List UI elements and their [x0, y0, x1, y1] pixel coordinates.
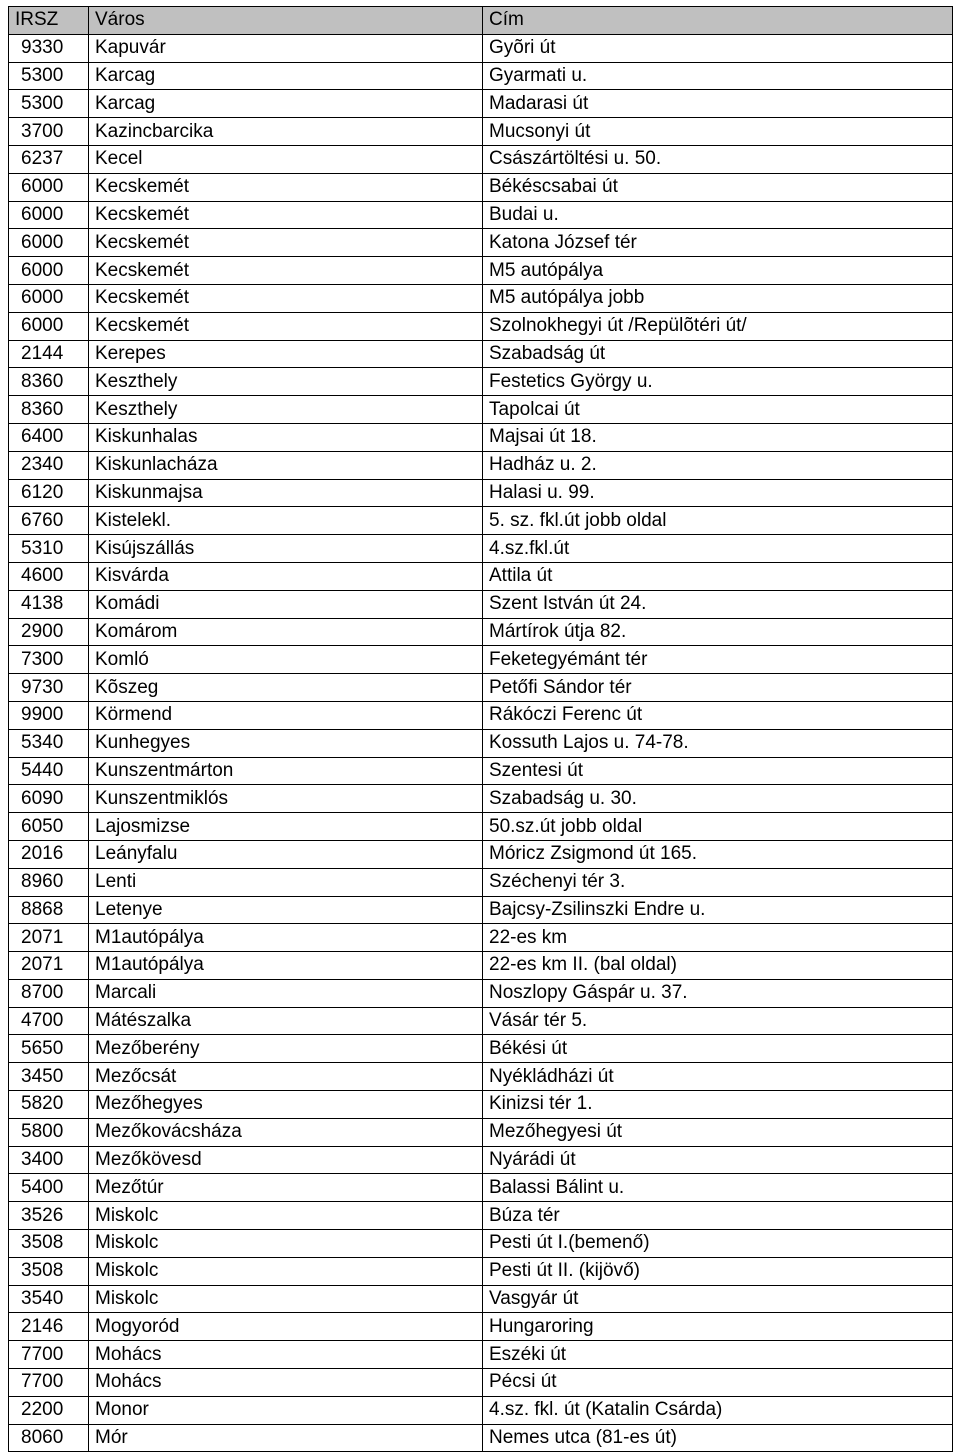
table-row: [9, 1007, 953, 1035]
address-cell: 4.sz.fkl.út: [483, 535, 953, 563]
irsz-cell: 3540: [9, 1285, 89, 1313]
city-cell: Mezőhegyes: [89, 1091, 483, 1119]
table-row: [9, 229, 953, 257]
city-cell: Miskolc: [89, 1230, 483, 1258]
city-cell: Miskolc: [89, 1202, 483, 1230]
table-row: [9, 924, 953, 952]
address-cell: Eszéki út: [483, 1341, 953, 1369]
address-cell: Vásár tér 5.: [483, 1007, 953, 1035]
address-cell: 50.sz.út jobb oldal: [483, 813, 953, 841]
table-row: [9, 1118, 953, 1146]
irsz-cell: 9330: [9, 34, 89, 62]
table-row: [9, 535, 953, 563]
table-row: [9, 1257, 953, 1285]
city-cell: Kistelekl.: [89, 507, 483, 535]
table-row: [9, 952, 953, 980]
city-cell: Kõszeg: [89, 674, 483, 702]
irsz-cell: 3508: [9, 1230, 89, 1258]
irsz-cell: 2071: [9, 924, 89, 952]
address-cell: Feketegyémánt tér: [483, 646, 953, 674]
city-cell: Miskolc: [89, 1257, 483, 1285]
city-cell: M1autópálya: [89, 952, 483, 980]
address-cell: Móricz Zsigmond út 165.: [483, 840, 953, 868]
city-cell: Mezőkovácsháza: [89, 1118, 483, 1146]
irsz-cell: 3400: [9, 1146, 89, 1174]
address-cell: Tapolcai út: [483, 396, 953, 424]
city-cell: Kecskemét: [89, 284, 483, 312]
city-cell: Leányfalu: [89, 840, 483, 868]
city-cell: Kiskunlacháza: [89, 451, 483, 479]
city-cell: Kunhegyes: [89, 729, 483, 757]
irsz-cell: 5650: [9, 1035, 89, 1063]
city-cell: Lenti: [89, 868, 483, 896]
irsz-cell: 7700: [9, 1341, 89, 1369]
table-row: [9, 1202, 953, 1230]
irsz-cell: 2146: [9, 1313, 89, 1341]
table-row: [9, 785, 953, 813]
address-cell: Pécsi út: [483, 1369, 953, 1397]
address-cell: Rákóczi Ferenc út: [483, 701, 953, 729]
irsz-cell: 4700: [9, 1007, 89, 1035]
irsz-cell: 7700: [9, 1369, 89, 1397]
irsz-cell: 6000: [9, 312, 89, 340]
irsz-cell: 2144: [9, 340, 89, 368]
irsz-cell: 6000: [9, 284, 89, 312]
address-cell: Nemes utca (81-es út): [483, 1424, 953, 1452]
irsz-cell: 9900: [9, 701, 89, 729]
city-cell: Keszthely: [89, 368, 483, 396]
address-cell: Pesti út II. (kijövő): [483, 1257, 953, 1285]
city-cell: Marcali: [89, 979, 483, 1007]
address-cell: Szabadság út: [483, 340, 953, 368]
city-cell: Kecskemét: [89, 257, 483, 285]
city-cell: Mezőberény: [89, 1035, 483, 1063]
city-cell: Kecskemét: [89, 201, 483, 229]
irsz-cell: 6000: [9, 173, 89, 201]
header-row: [9, 7, 953, 35]
address-cell: Petőfi Sándor tér: [483, 674, 953, 702]
city-cell: Mogyoród: [89, 1313, 483, 1341]
irsz-cell: 5440: [9, 757, 89, 785]
address-cell: Széchenyi tér 3.: [483, 868, 953, 896]
address-cell: Nyárádi út: [483, 1146, 953, 1174]
city-cell: Karcag: [89, 90, 483, 118]
address-cell: Búza tér: [483, 1202, 953, 1230]
table-row: [9, 507, 953, 535]
address-table: [8, 6, 953, 1452]
irsz-cell: 2340: [9, 451, 89, 479]
table-row: [9, 340, 953, 368]
table-row: [9, 1341, 953, 1369]
city-cell: Kerepes: [89, 340, 483, 368]
irsz-cell: 2900: [9, 618, 89, 646]
address-cell: 22-es km II. (bal oldal): [483, 952, 953, 980]
city-cell: Karcag: [89, 62, 483, 90]
column-header-cim: Cím: [483, 7, 953, 35]
city-cell: Kazincbarcika: [89, 118, 483, 146]
irsz-cell: 2071: [9, 952, 89, 980]
address-cell: Szabadság u. 30.: [483, 785, 953, 813]
address-cell: Gyarmati u.: [483, 62, 953, 90]
table-row: [9, 1230, 953, 1258]
irsz-cell: 6237: [9, 145, 89, 173]
irsz-cell: 8868: [9, 896, 89, 924]
irsz-cell: 5800: [9, 1118, 89, 1146]
address-cell: Kossuth Lajos u. 74-78.: [483, 729, 953, 757]
table-row: [9, 1035, 953, 1063]
address-cell: Gyõri út: [483, 34, 953, 62]
table-row: [9, 257, 953, 285]
irsz-cell: 3450: [9, 1063, 89, 1091]
address-cell: Pesti út I.(bemenő): [483, 1230, 953, 1258]
table-row: [9, 1174, 953, 1202]
table-row: [9, 312, 953, 340]
address-cell: Békési út: [483, 1035, 953, 1063]
irsz-cell: 5300: [9, 90, 89, 118]
city-cell: Mezőkövesd: [89, 1146, 483, 1174]
irsz-cell: 6000: [9, 229, 89, 257]
address-cell: Hadház u. 2.: [483, 451, 953, 479]
table-row: [9, 1369, 953, 1397]
table-row: [9, 979, 953, 1007]
irsz-cell: 2200: [9, 1396, 89, 1424]
address-cell: Nyékládházi út: [483, 1063, 953, 1091]
address-cell: Bajcsy-Zsilinszki Endre u.: [483, 896, 953, 924]
irsz-cell: 5300: [9, 62, 89, 90]
address-cell: M5 autópálya: [483, 257, 953, 285]
irsz-cell: 6400: [9, 423, 89, 451]
irsz-cell: 5400: [9, 1174, 89, 1202]
table-row: [9, 118, 953, 146]
city-cell: Kiskunhalas: [89, 423, 483, 451]
city-cell: Miskolc: [89, 1285, 483, 1313]
table-row: [9, 840, 953, 868]
table-row: [9, 757, 953, 785]
city-cell: M1autópálya: [89, 924, 483, 952]
city-cell: Kiskunmajsa: [89, 479, 483, 507]
table-row: [9, 1091, 953, 1119]
table-row: [9, 1146, 953, 1174]
address-cell: Noszlopy Gáspár u. 37.: [483, 979, 953, 1007]
address-cell: Mezőhegyesi út: [483, 1118, 953, 1146]
city-cell: Kunszentmiklós: [89, 785, 483, 813]
address-cell: 22-es km: [483, 924, 953, 952]
city-cell: Komádi: [89, 590, 483, 618]
address-cell: Katona József tér: [483, 229, 953, 257]
address-cell: Attila út: [483, 562, 953, 590]
city-cell: Kecel: [89, 145, 483, 173]
irsz-cell: 3508: [9, 1257, 89, 1285]
city-cell: Mór: [89, 1424, 483, 1452]
irsz-cell: 3700: [9, 118, 89, 146]
table-row: [9, 618, 953, 646]
city-cell: Kisvárda: [89, 562, 483, 590]
table-row: [9, 173, 953, 201]
address-cell: Majsai út 18.: [483, 423, 953, 451]
table-row: [9, 90, 953, 118]
city-cell: Monor: [89, 1396, 483, 1424]
city-cell: Kecskemét: [89, 173, 483, 201]
irsz-cell: 5820: [9, 1091, 89, 1119]
table-row: [9, 674, 953, 702]
address-cell: Halasi u. 99.: [483, 479, 953, 507]
address-cell: Békéscsabai út: [483, 173, 953, 201]
table-row: [9, 451, 953, 479]
address-cell: Budai u.: [483, 201, 953, 229]
address-cell: Kinizsi tér 1.: [483, 1091, 953, 1119]
city-cell: Mohács: [89, 1369, 483, 1397]
table-body: [9, 34, 953, 1452]
city-cell: Komárom: [89, 618, 483, 646]
city-cell: Kecskemét: [89, 229, 483, 257]
table-row: [9, 868, 953, 896]
table-row: [9, 1313, 953, 1341]
column-header-irsz: IRSZ: [9, 7, 89, 35]
irsz-cell: 8960: [9, 868, 89, 896]
city-cell: Mezőtúr: [89, 1174, 483, 1202]
city-cell: Kisújszállás: [89, 535, 483, 563]
irsz-cell: 7300: [9, 646, 89, 674]
address-cell: Festetics György u.: [483, 368, 953, 396]
irsz-cell: 8060: [9, 1424, 89, 1452]
address-cell: Hungaroring: [483, 1313, 953, 1341]
city-cell: Mezőcsát: [89, 1063, 483, 1091]
address-cell: M5 autópálya jobb: [483, 284, 953, 312]
table-row: [9, 729, 953, 757]
column-header-varos: Város: [89, 7, 483, 35]
table-row: [9, 396, 953, 424]
address-cell: Vasgyár út: [483, 1285, 953, 1313]
irsz-cell: 5340: [9, 729, 89, 757]
city-cell: Mohács: [89, 1341, 483, 1369]
city-cell: Kecskemét: [89, 312, 483, 340]
city-cell: Körmend: [89, 701, 483, 729]
irsz-cell: 4600: [9, 562, 89, 590]
address-cell: 4.sz. fkl. út (Katalin Csárda): [483, 1396, 953, 1424]
table-row: [9, 145, 953, 173]
irsz-cell: 2016: [9, 840, 89, 868]
irsz-cell: 3526: [9, 1202, 89, 1230]
address-cell: Szolnokhegyi út /Repülõtéri út/: [483, 312, 953, 340]
table-row: [9, 34, 953, 62]
table-row: [9, 1396, 953, 1424]
table-row: [9, 1285, 953, 1313]
table-row: [9, 1063, 953, 1091]
city-cell: Komló: [89, 646, 483, 674]
irsz-cell: 5310: [9, 535, 89, 563]
irsz-cell: 9730: [9, 674, 89, 702]
irsz-cell: 6760: [9, 507, 89, 535]
table-row: [9, 423, 953, 451]
address-cell: Szentesi út: [483, 757, 953, 785]
city-cell: Kapuvár: [89, 34, 483, 62]
table-row: [9, 368, 953, 396]
table-row: [9, 646, 953, 674]
city-cell: Lajosmizse: [89, 813, 483, 841]
city-cell: Letenye: [89, 896, 483, 924]
address-cell: Szent István út 24.: [483, 590, 953, 618]
address-cell: Császártöltési u. 50.: [483, 145, 953, 173]
irsz-cell: 8360: [9, 396, 89, 424]
table-row: [9, 813, 953, 841]
table-row: [9, 201, 953, 229]
irsz-cell: 6050: [9, 813, 89, 841]
irsz-cell: 4138: [9, 590, 89, 618]
table-row: [9, 62, 953, 90]
irsz-cell: 6090: [9, 785, 89, 813]
address-cell: 5. sz. fkl.út jobb oldal: [483, 507, 953, 535]
irsz-cell: 8360: [9, 368, 89, 396]
table-row: [9, 562, 953, 590]
table-row: [9, 1424, 953, 1452]
city-cell: Keszthely: [89, 396, 483, 424]
table-row: [9, 590, 953, 618]
address-cell: Madarasi út: [483, 90, 953, 118]
city-cell: Mátészalka: [89, 1007, 483, 1035]
irsz-cell: 8700: [9, 979, 89, 1007]
irsz-cell: 6000: [9, 257, 89, 285]
address-cell: Mucsonyi út: [483, 118, 953, 146]
table-row: [9, 896, 953, 924]
address-cell: Balassi Bálint u.: [483, 1174, 953, 1202]
address-cell: Mártírok útja 82.: [483, 618, 953, 646]
table-row: [9, 284, 953, 312]
city-cell: Kunszentmárton: [89, 757, 483, 785]
irsz-cell: 6000: [9, 201, 89, 229]
irsz-cell: 6120: [9, 479, 89, 507]
table-row: [9, 701, 953, 729]
table-row: [9, 479, 953, 507]
